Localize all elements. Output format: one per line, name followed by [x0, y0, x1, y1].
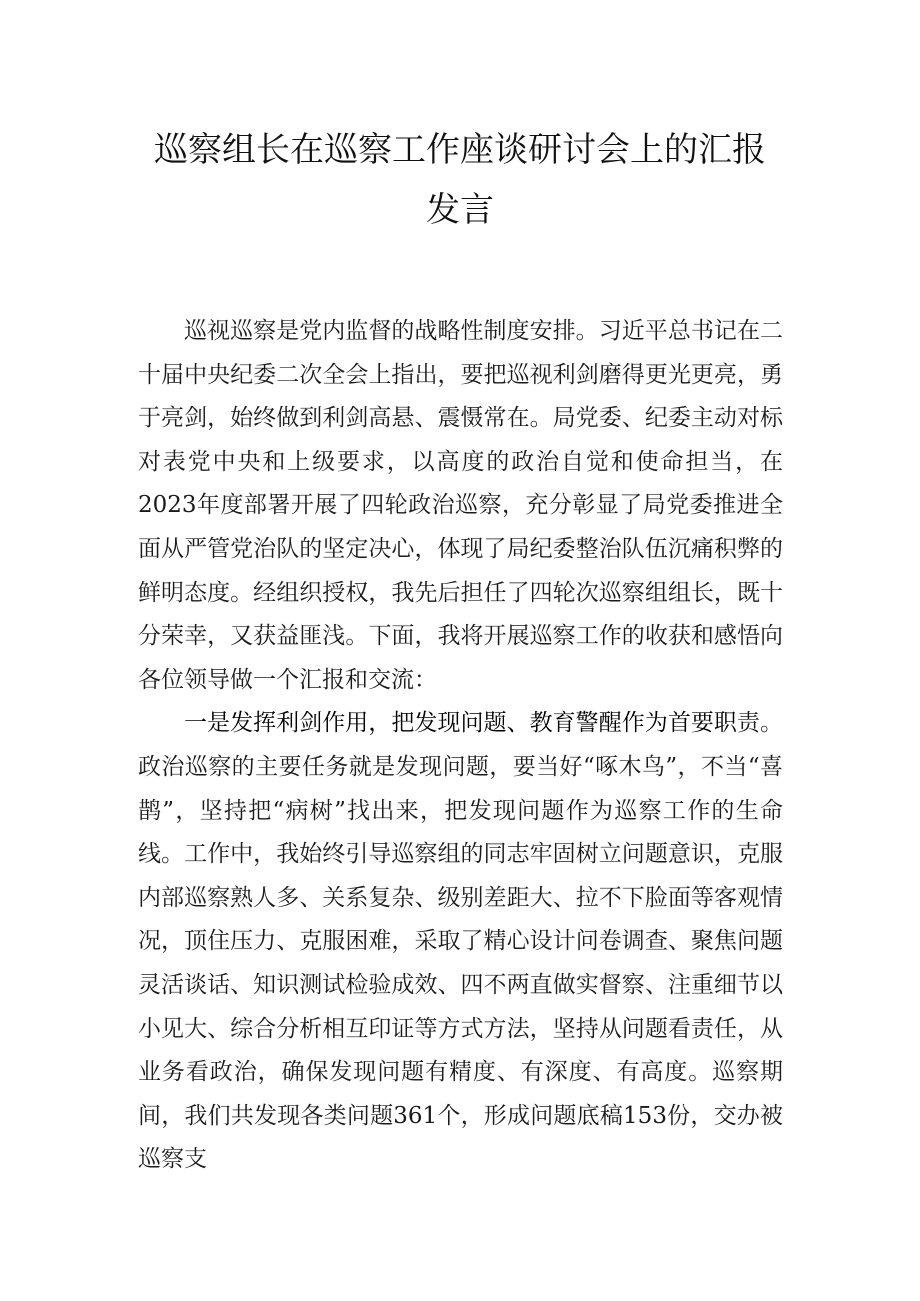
- document-title-line1: 巡察组长在巡察工作座谈研讨会上的汇报: [154, 130, 766, 170]
- document-body: [138, 310, 783, 1182]
- paragraph-intro: 巡视巡察是党内监督的战略性制度安排。习近平总书记在二十届中央纪委二次全会上指出，要把巡视利剑磨得更光更亮，勇于亮剑，始终做到利剑高悬、震慑常在。局党委、纪委主动对标对表党中央和上级要求，以高度的政治自觉和使命担当，在2023年度部署开展了四轮政治巡察，充分彰显了局党委推进全面从严管党治队的坚定决心，体现了局纪委整治队伍沉痛积弊的鲜明态度。经组织授权，我先后担任了四轮次巡察组组长，既十分荣幸，又获益匪浅。下面，我将开展巡察工作的收获和感悟向各位领导做一个汇报和交流：: [138, 318, 783, 693]
- paragraph-section-one: [138, 702, 783, 1182]
- section-one-text: 责。政治巡察的主要任务就是发现问题，要当好“啄木鸟”，不当“喜鹊”，坚持把“病树”找出来，把发现问题作为巡察工作的生命线。工作中，我始终引导巡察组的同志牢固树立问题意识，克服内部巡察熟人多、关系复杂、级别差距大、拉不下脸面等客观情况，顶住压力、克服困难，采取了精心设计问卷调查、聚焦问题灵活谈话、知识测试检验成效、四不两直做实督察、注重细节以小见大、综合分析相互印证等方式方法，坚持从问题看责任，从业务看政治，确保发现问题有精度、有深度、有高度。巡察期间，我们共发现各类问题361个，形成问题底稿153份，交办被巡察支: [138, 710, 784, 1173]
- section-one-heading: 一是发挥利剑作用，把发现问题、教育警醒作为首要职: [184, 710, 737, 737]
- document-title-line2: 发言: [426, 190, 494, 230]
